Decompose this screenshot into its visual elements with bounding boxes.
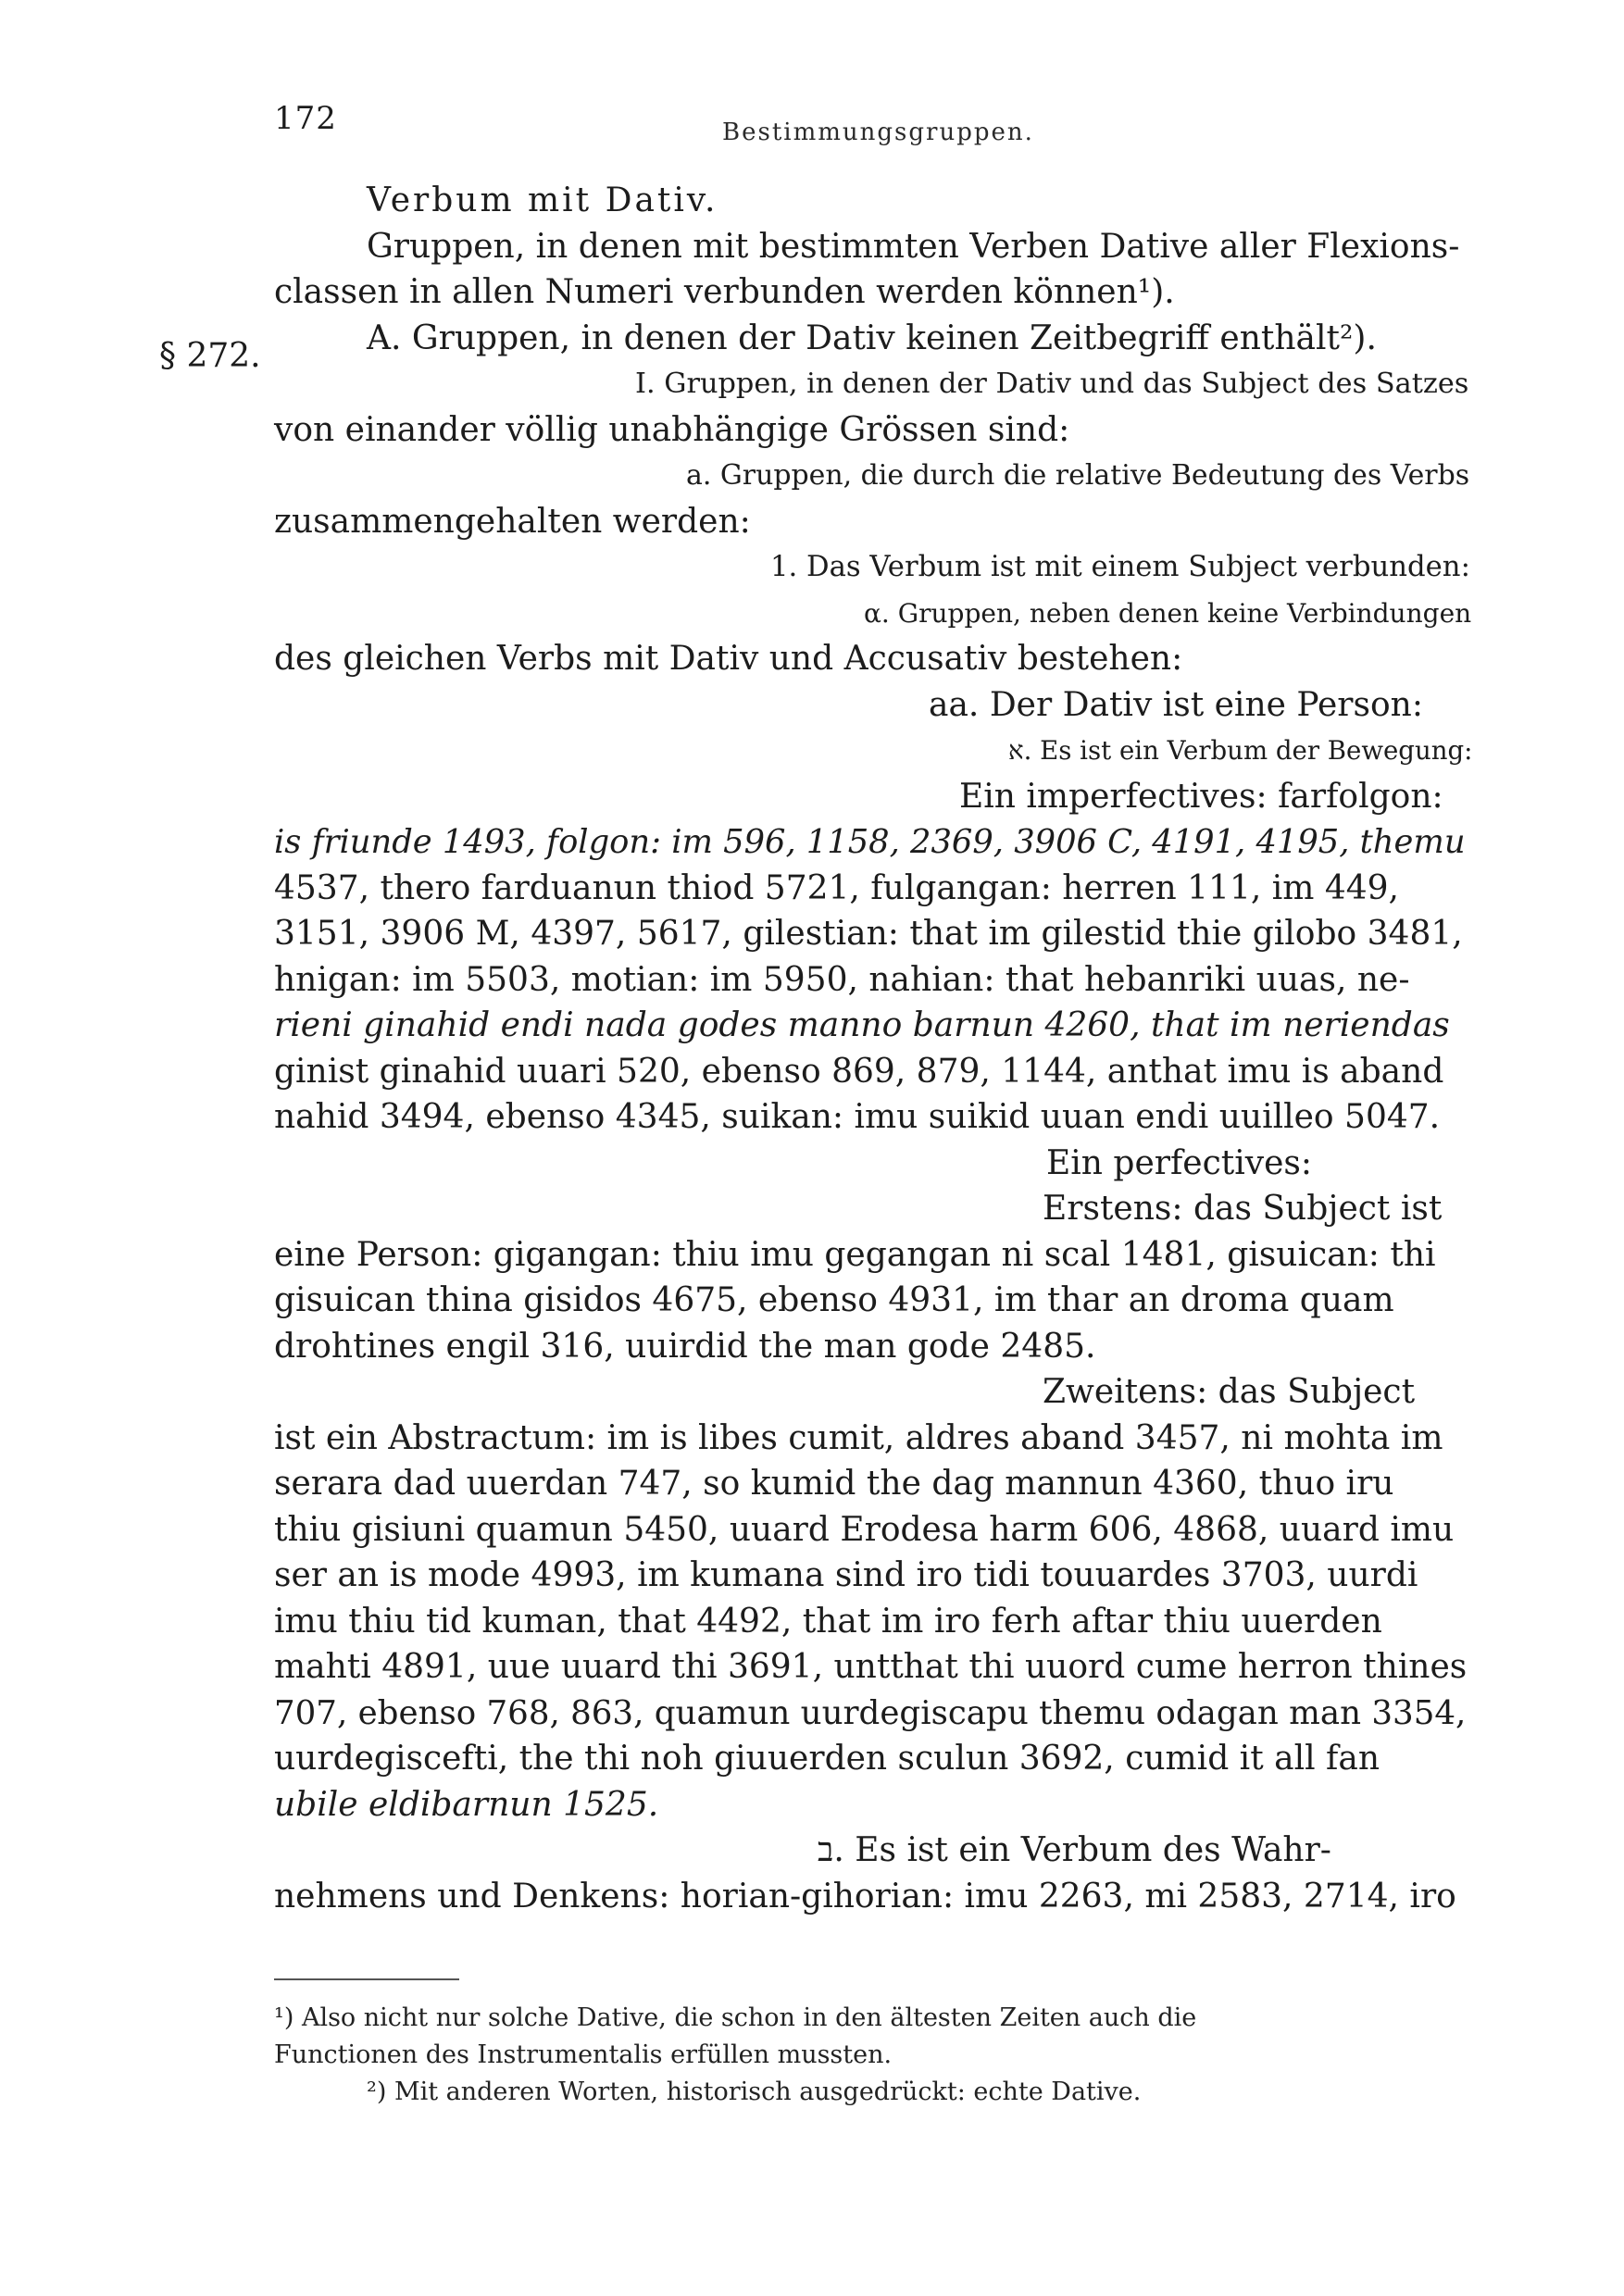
main-text xyxy=(274,178,1478,1919)
text-line: is friunde 1493, folgon: im 596, 1158, 2369, 3906 C, 4191, 4195, themu xyxy=(274,823,1466,861)
text-line: eine Person: gigangan: thiu imu gegangan ni scal 1481, gisuican: thi xyxy=(274,1235,1436,1274)
text-line: des gleichen Verbs mit Dativ und Accusativ bestehen: xyxy=(274,640,1183,678)
text-line: A. Gruppen, in denen der Dativ keinen Zeitbegriff enthält²). xyxy=(367,318,1377,357)
text-line: uurdegiscefti, the thi noh giuuerden sculun 3692, cumid it all fan xyxy=(274,1740,1380,1778)
page-number: 172 xyxy=(274,100,337,137)
text-line: mahti 4891, uue uuard thi 3691, untthat thi uuord cume herron thines xyxy=(274,1648,1468,1686)
text-line: gisuican thina gisidos 4675, ebenso 4931, im thar an droma quam xyxy=(274,1281,1394,1319)
text-line: aa. Der Dativ ist eine Person: xyxy=(929,685,1423,724)
text-line: Gruppen, in denen mit bestimmten Verben Dative aller Flexions- xyxy=(367,227,1460,266)
text-line: nahid 3494, ebenso 4345, suikan: imu suikid uuan endi uuilleo 5047. xyxy=(274,1098,1441,1136)
text-line: ser an is mode 4993, im kumana sind iro tidi touuardes 3703, uurdi xyxy=(274,1556,1418,1594)
text-line: rieni ginahid endi nada godes manno barnun 4260, that im neriendas xyxy=(274,1006,1450,1044)
text-line: ubile eldibarnun 1525. xyxy=(274,1785,659,1824)
text-line: 707, ebenso 768, 863, quamun uurdegiscapu themu odagan man 3354, xyxy=(274,1693,1467,1732)
text-line: 4537, thero farduanun thiod 5721, fulgangan: herren 111, im 449, xyxy=(274,868,1399,907)
text-line: a. Gruppen, die durch die relative Bedeutung des Verbs xyxy=(686,459,1470,492)
text-line: Erstens: das Subject ist xyxy=(1043,1190,1443,1228)
text-line: von einander völlig unabhängige Grössen sind: xyxy=(274,410,1070,449)
text-line: Ein perfectives: xyxy=(1046,1143,1312,1182)
text-line: ist ein Abstractum: im is libes cumit, aldres aband 3457, ni mohta im xyxy=(274,1418,1443,1457)
footnotes xyxy=(274,2000,1478,2111)
footnote-line: ¹) Also nicht nur solche Dative, die schon in den ältesten Zeiten auch die xyxy=(274,2003,1197,2032)
section-mark: § 272. xyxy=(159,337,261,375)
text-line: imu thiu tid kuman, that 4492, that im iro ferh aftar thiu uuerden xyxy=(274,1602,1382,1641)
footnote-line: ²) Mit anderen Worten, historisch ausgedrückt: echte Dative. xyxy=(367,2078,1142,2106)
text-line: zusammengehalten werden: xyxy=(274,502,751,541)
text-line: ginist ginahid uuari 520, ebenso 869, 879, 1144, anthat imu is aband xyxy=(274,1052,1444,1091)
text-line: Zweitens: das Subject xyxy=(1043,1373,1416,1411)
text-line: I. Gruppen, in denen der Dativ und das Subject des Satzes xyxy=(635,368,1469,400)
text-line: hnigan: im 5503, motian: im 5950, nahian: that hebanriki uuas, ne- xyxy=(274,960,1410,999)
text-line: 3151, 3906 M, 4397, 5617, gilestian: that im gilestid thie gilobo 3481, xyxy=(274,915,1463,953)
text-line: Verbum mit Dativ. xyxy=(367,181,718,219)
footnote-line: Functionen des Instrumentalis erfüllen mussten. xyxy=(274,2040,893,2069)
footnote-rule xyxy=(274,1978,459,1980)
text-line: thiu gisiuni quamun 5450, uuard Erodesa harm 606, 4868, uuard imu xyxy=(274,1510,1455,1549)
text-line: Ein imperfectives: farfolgon: xyxy=(959,777,1443,816)
text-line: serara dad uuerdan 747, so kumid the dag mannun 4360, thuo iru xyxy=(274,1465,1394,1503)
text-line: א. Es ist ein Verbum der Bewegung: xyxy=(1008,735,1473,766)
text-line: drohtines engil 316, uuirdid the man gode 2485. xyxy=(274,1327,1096,1366)
text-line: ב. Es ist ein Verbum des Wahr- xyxy=(818,1831,1331,1869)
running-title: Bestimmungsgruppen. xyxy=(722,119,1034,146)
text-line: 1. Das Verbum ist mit einem Subject verbunden: xyxy=(770,551,1470,583)
text-line: α. Gruppen, neben denen keine Verbindungen xyxy=(864,597,1472,629)
text-line: classen in allen Numeri verbunden werden können¹). xyxy=(274,273,1175,311)
text-line: nehmens und Denkens: horian-gihorian: imu 2263, mi 2583, 2714, iro xyxy=(274,1877,1456,1915)
